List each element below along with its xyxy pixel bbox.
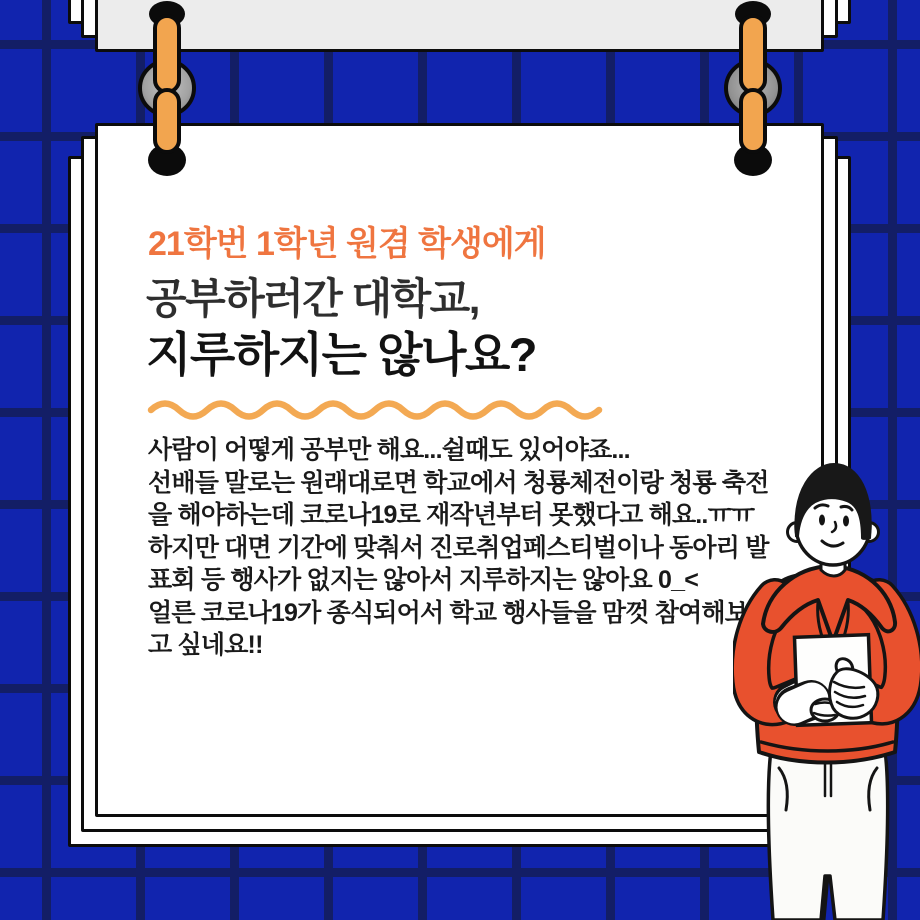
card-title-line2: 지루하지는 않나요? [146, 328, 536, 381]
binder-ring-icon [721, 0, 785, 190]
body-line: 고 싶네요!! [148, 631, 263, 659]
body-line: 하지만 대면 기간에 맞춰서 진로취업페스티벌이나 동아리 발 [148, 533, 769, 562]
body-line: 사람이 어떻게 공부만 해요...쉴때도 있어야죠... [148, 436, 630, 464]
pants [768, 750, 888, 920]
body-line: 선배들 말로는 원래대로면 학교에서 청룡체전이랑 청룡 축전 [148, 468, 769, 497]
head [788, 464, 879, 565]
wavy-underline [145, 394, 615, 420]
body-line: 표회 등 행사가 없지는 않아서 지루하지는 않아요 0_< [148, 566, 699, 594]
card-body [148, 434, 796, 662]
flipped-page-front-sheet [95, 0, 824, 52]
body-line: 얼른 코로나19가 종식되어서 학교 행사들을 맘껏 참여해보 [148, 598, 749, 627]
card-front-sheet [95, 123, 824, 817]
card-title-line1: 공부하러간 대학교, [146, 275, 479, 322]
card-tagline: 21학번 1학년 원겸 학생에게 [148, 225, 546, 263]
body-line: 을 해야하는데 코로나19로 재작년부터 못했다고 해요..ㅠㅠ [148, 501, 755, 529]
student-illustration [733, 452, 920, 920]
binder-ring-icon [135, 0, 199, 190]
